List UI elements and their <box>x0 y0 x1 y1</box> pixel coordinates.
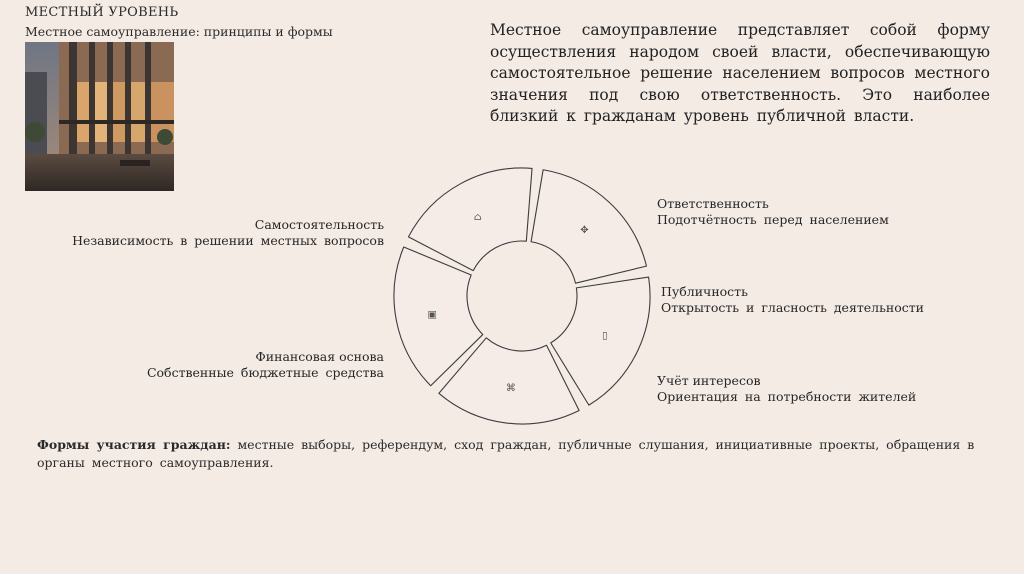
principle-title: Самостоятельность <box>254 217 384 232</box>
forms-text: местные выборы, референдум, сход граждан, публичные слушания, инициативные проекты, обращения в органы местного самоуправления. <box>37 437 975 470</box>
building-icon: ⌂ <box>473 211 482 223</box>
principle-title: Публичность <box>661 284 748 299</box>
principle-label-responsibility <box>657 196 889 228</box>
money-icon: ▣ <box>427 309 437 321</box>
principle-title: Ответственность <box>657 196 769 211</box>
principle-description: Ориентация на потребности жителей <box>657 389 917 404</box>
slide-subtitle: Местное самоуправление: принципы и формы <box>25 24 333 39</box>
intro-paragraph: Местное самоуправление представляет собой форму осуществления народом своей власти, обеспечивающую самостоятельное решение населением вопросов местного значения под свою ответственность. Это наиболее близкий к гражданам уровень публичной власти. <box>490 21 990 125</box>
section-label: МЕСТНЫЙ УРОВЕНЬ <box>25 5 179 20</box>
principle-label-independence <box>72 217 384 249</box>
principle-title: Финансовая основа <box>255 349 384 364</box>
document-icon: ▯ <box>602 330 608 342</box>
principle-description: Открытость и гласность деятельности <box>661 300 925 315</box>
principle-description: Подотчётность перед населением <box>657 212 889 227</box>
participation-forms <box>37 436 982 472</box>
people-icon: ⌘ <box>505 382 516 394</box>
handshake-icon: ✥ <box>580 225 589 237</box>
ring-segment-independence <box>408 168 532 271</box>
principle-label-interests <box>657 373 916 405</box>
principle-description: Собственные бюджетные средства <box>146 365 384 380</box>
principle-label-finance <box>147 349 384 381</box>
forms-label: Формы участия граждан: <box>37 437 231 452</box>
principle-description: Независимость в решении местных вопросов <box>72 233 384 248</box>
ring-segment-responsibility <box>531 170 646 283</box>
principle-label-publicity <box>661 284 924 316</box>
principle-title: Учёт интересов <box>657 373 761 388</box>
